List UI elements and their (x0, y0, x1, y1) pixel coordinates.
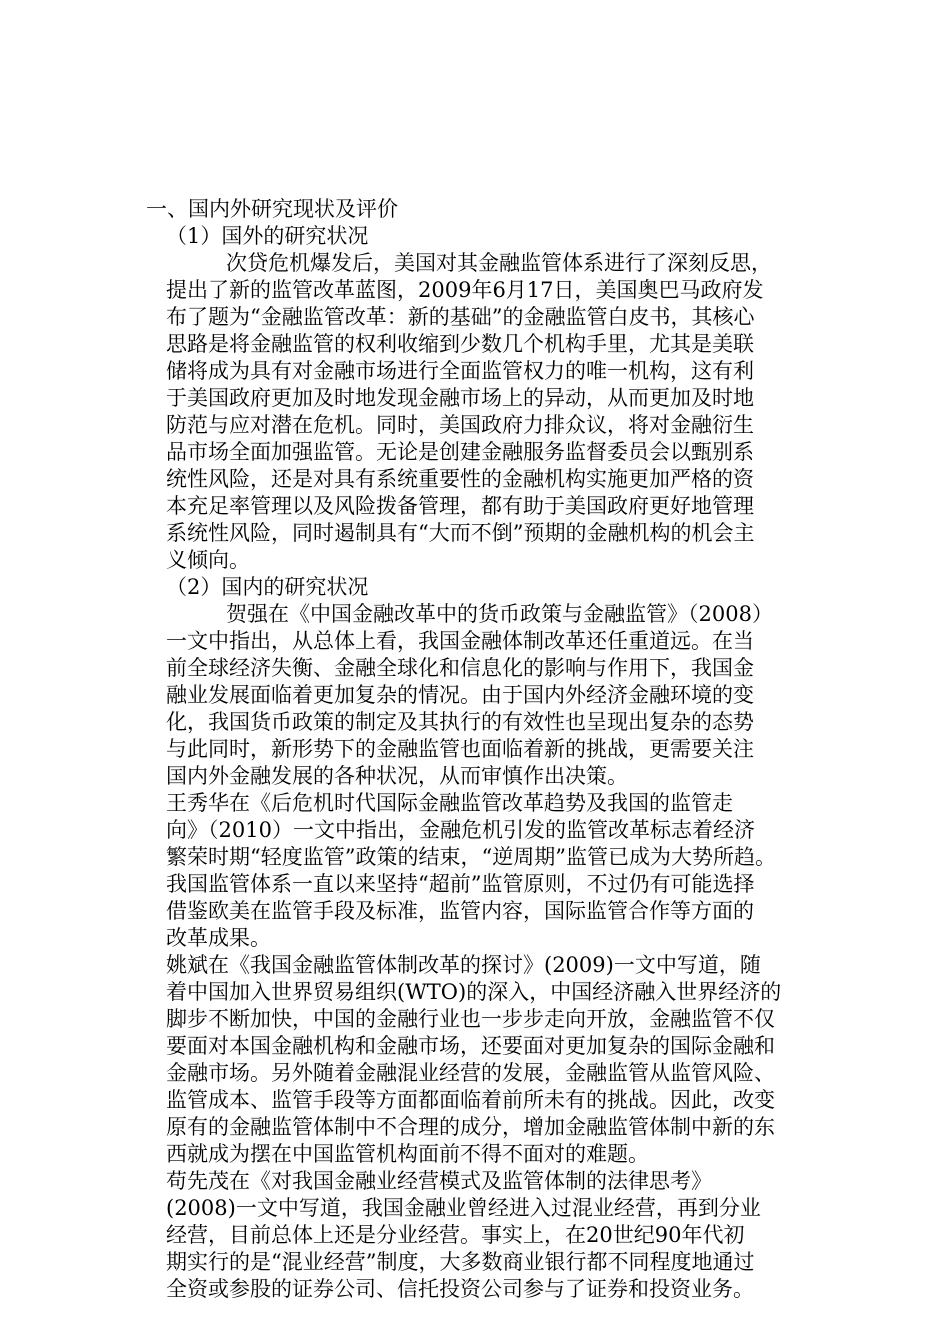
paragraph-line: 苟先茂在《对我国金融业经营模式及监管体制的法律思考》 (166, 1169, 712, 1193)
paragraph-line: 与此同时，新形势下的金融监管也面临着新的挑战，更需要关注 (166, 737, 754, 761)
paragraph-line: 向》（2010）一文中指出，金融危机引发的监管改革标志着经济 (166, 818, 755, 842)
paragraph-line: 要面对本国金融机构和金融市场，还要面对更加复杂的国际金融和 (166, 1034, 775, 1058)
subsection-heading-foreign: （1）国外的研究状况 (166, 224, 369, 248)
paragraph-line: 义倾向。 (166, 548, 250, 572)
paragraph-line: 布了题为“金融监管改革：新的基础”的金融监管白皮书，其核心 (166, 305, 755, 329)
paragraph-line: 思路是将金融监管的权利收缩到少数几个机构手里，尤其是美联 (166, 332, 754, 356)
paragraph-line: 经营，目前总体上还是分业经营。事实上，在20世纪90年代初 (166, 1223, 745, 1247)
paragraph-line: 原有的金融监管体制中不合理的成分，增加金融监管体制中新的东 (166, 1115, 775, 1139)
paragraph-line: 品市场全面加强监管。无论是创建金融服务监督委员会以甄别系 (166, 440, 754, 464)
paragraph-line: 次贷危机爆发后，美国对其金融监管体系进行了深刻反思， (226, 251, 772, 275)
paragraph-line: 王秀华在《后危机时代国际金融监管改革趋势及我国的监管走 (166, 791, 733, 815)
paragraph-line: 本充足率管理以及风险拨备管理，都有助于美国政府更好地管理 (166, 494, 754, 518)
paragraph-line: 脚步不断加快，中国的金融行业也一步步走向开放，金融监管不仅 (166, 1007, 775, 1031)
paragraph-line: 化，我国货币政策的制定及其执行的有效性也呈现出复杂的态势 (166, 710, 754, 734)
paragraph-line: 监管成本、监管手段等方面都面临着前所未有的挑战。因此，改变 (166, 1088, 775, 1112)
paragraph-line: 我国监管体系一直以来坚持“超前”监管原则，不过仍有可能选择 (166, 872, 755, 896)
paragraph-line: 改革成果。 (166, 926, 271, 950)
paragraph-line: 期实行的是“混业经营”制度，大多数商业银行都不同程度地通过 (166, 1250, 755, 1274)
paragraph-line: (2008)一文中写道，我国金融业曾经进入过混业经营，再到分业 (166, 1196, 761, 1220)
paragraph-line: 提出了新的监管改革蓝图，2009年6月17日，美国奥巴马政府发 (166, 278, 764, 302)
paragraph-line: 国内外金融发展的各种状况，从而审慎作出决策。 (166, 764, 628, 788)
section-heading: 一、国内外研究现状及评价 (146, 197, 398, 221)
paragraph-line: 着中国加入世界贸易组织(WTO)的深入，中国经济融入世界经济的 (166, 980, 782, 1004)
paragraph-line: 贺强在《中国金融改革中的货币政策与金融监管》（2008） (226, 602, 773, 626)
paragraph-line: 融业发展面临着更加复杂的情况。由于国内外经济金融环境的变 (166, 683, 754, 707)
paragraph-line: 防范与应对潜在危机。同时，美国政府力排众议，将对金融衍生 (166, 413, 754, 437)
subsection-heading-domestic: （2）国内的研究状况 (166, 575, 369, 599)
paragraph-line: 西就成为摆在中国监管机构面前不得不面对的难题。 (166, 1142, 649, 1166)
paragraph-line: 金融市场。另外随着金融混业经营的发展，金融监管从监管风险、 (166, 1061, 775, 1085)
paragraph-line: 于美国政府更加及时地发现金融市场上的异动，从而更加及时地 (166, 386, 754, 410)
paragraph-line: 繁荣时期“轻度监管”政策的结束，“逆周期”监管已成为大势所趋。 (166, 845, 776, 869)
paragraph-line: 一文中指出，从总体上看，我国金融体制改革还任重道远。在当 (166, 629, 754, 653)
paragraph-line: 借鉴欧美在监管手段及标准，监管内容，国际监管合作等方面的 (166, 899, 754, 923)
paragraph-line: 全资或参股的证券公司、信托投资公司参与了证券和投资业务。 (166, 1277, 754, 1301)
paragraph-line: 前全球经济失衡、金融全球化和信息化的影响与作用下，我国金 (166, 656, 754, 680)
paragraph-line: 统性风险，还是对具有系统重要性的金融机构实施更加严格的资 (166, 467, 754, 491)
paragraph-line: 系统性风险，同时遏制具有“大而不倒”预期的金融机构的机会主 (166, 521, 755, 545)
paragraph-line: 储将成为具有对金融市场进行全面监管权力的唯一机构，这有利 (166, 359, 754, 383)
paragraph-line: 姚斌在《我国金融监管体制改革的探讨》(2009)一文中写道，随 (166, 953, 761, 977)
